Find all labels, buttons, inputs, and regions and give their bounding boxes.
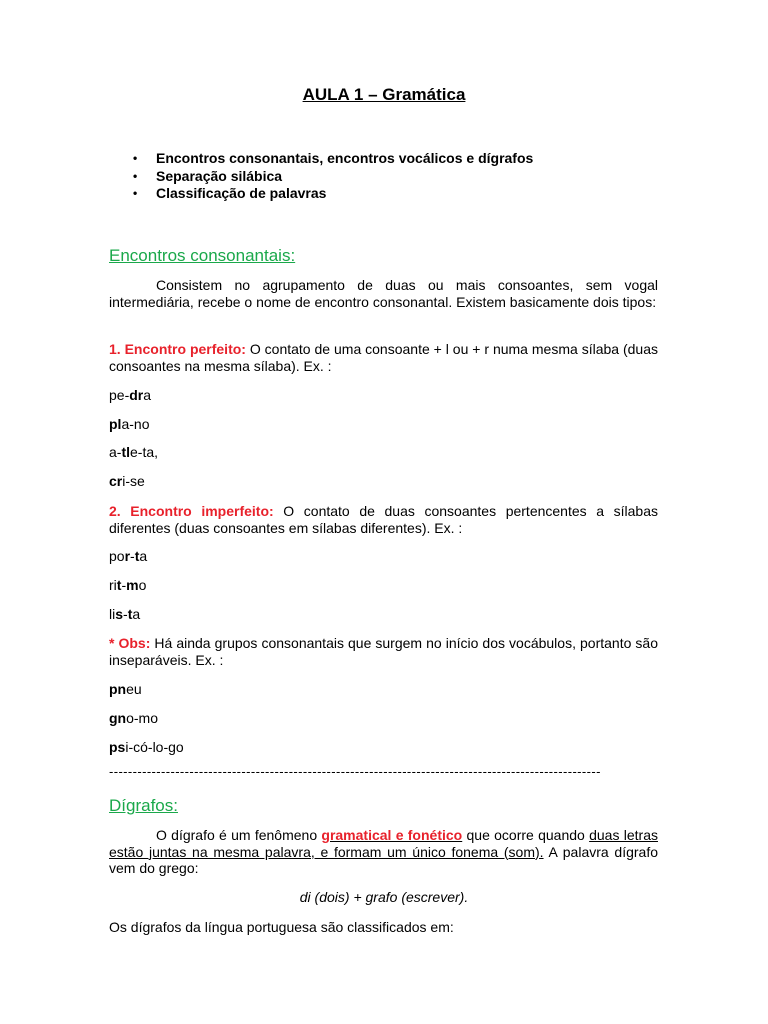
perfect-paragraph (109, 341, 658, 374)
example-word: pla-no (109, 416, 150, 432)
obs-text: Há ainda grupos consonantais que surgem no início dos vocábulos, portanto são inseparáveis. Ex. : (109, 635, 658, 668)
bullet-icon: • (133, 151, 138, 165)
bullet-icon: • (133, 168, 138, 183)
intro-paragraph: Consistem no agrupamento de duas ou mais consoantes, sem vogal intermediária, recebe o nome de encontro consonantal. Existem basicamente dois tipos: (109, 277, 658, 310)
example-word: lis-ta (109, 606, 141, 622)
etymology-line: di (dois) + grafo (escrever). (299, 889, 469, 905)
underlined-definition: duas letras estão juntas na mesma palavra, e formam um único fonema (som). (109, 827, 658, 860)
example-word: gno-mo (109, 710, 159, 726)
imperfect-text: O contato de duas consoantes pertencentes a sílabas diferentes (duas consoantes em sílabas diferentes). Ex. : (109, 503, 659, 536)
highlighted-term: gramatical e fonético (321, 827, 463, 843)
example-word: cri-se (109, 473, 145, 489)
obs-paragraph (109, 635, 658, 668)
imperfect-label: 2. Encontro imperfeito: (109, 503, 274, 519)
classification-intro: Os dígrafos da língua portuguesa são classificados em: (109, 919, 454, 935)
digraph-paragraph: O dígrafo é um fenômeno gramatical e fonético que ocorre quando duas letras estão juntas na mesma palavra, e formam um único fonema (som). A palavra dígrafo vem do grego: (109, 827, 658, 876)
topic-list (133, 150, 533, 203)
topic-item: • Separação silábica (133, 167, 283, 184)
example-word: pe-dra (109, 387, 152, 403)
example-word: psi-có-lo-go (109, 739, 184, 755)
page-title: AULA 1 – Gramática (302, 85, 466, 104)
example-word: a-tle-ta, (109, 444, 159, 460)
perfect-text: O contato de uma consoante + l ou + r numa mesma sílaba (duas consoantes na mesma sílaba). Ex. : (109, 341, 658, 374)
section-heading-digraphs: Dígrafos: (109, 796, 178, 815)
topic-item: • Encontros consonantais, encontros vocálicos e dígrafos (133, 150, 534, 166)
obs-label: * Obs: (109, 635, 151, 651)
bullet-icon: • (133, 186, 138, 200)
perfect-label: 1. Encontro perfeito: (109, 341, 246, 357)
topic-item: • Classificação de palavras (133, 185, 327, 201)
imperfect-paragraph (109, 503, 658, 536)
section-separator: -------------------------------------------------------------------------------------------------------- (109, 764, 601, 779)
example-word: rit-mo (109, 577, 147, 593)
section-heading-consonantal: Encontros consonantais: (109, 246, 296, 265)
example-word: pneu (109, 681, 142, 697)
example-word: por-ta (109, 548, 148, 564)
